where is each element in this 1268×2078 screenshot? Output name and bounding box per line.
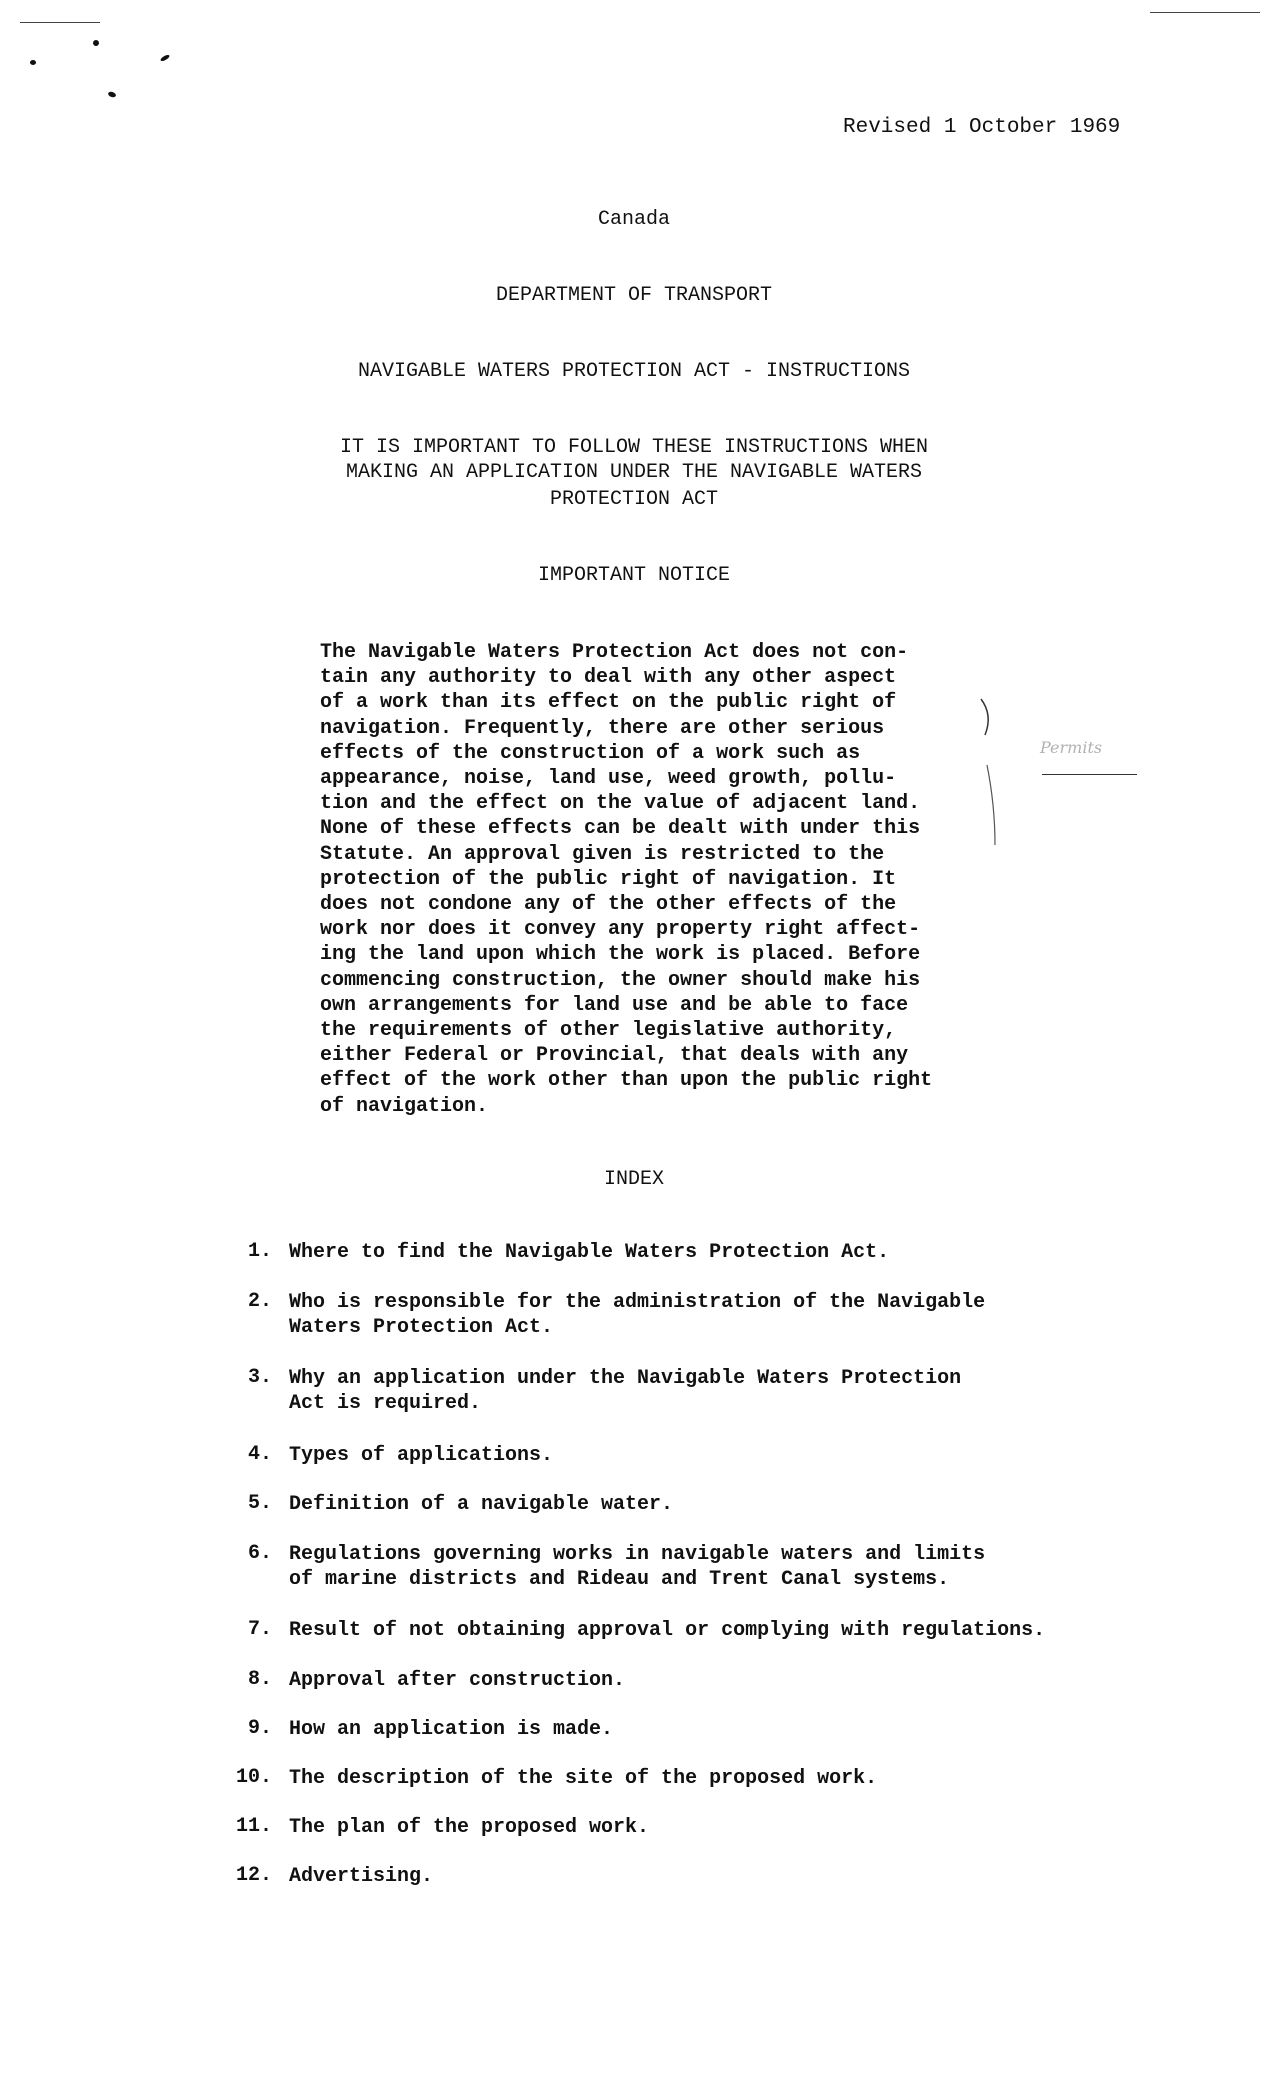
instruction-line-3: PROTECTION ACT	[549, 488, 719, 511]
index-text	[289, 1240, 889, 1265]
index-line: The description of the site of the proposed work.	[289, 1767, 878, 1790]
scan-edge-line	[1150, 12, 1260, 13]
notice-line: work nor does it convey any property right affect-	[320, 918, 921, 942]
index-text	[289, 1815, 649, 1840]
margin-bracket	[975, 695, 1005, 855]
index-number: 5.	[247, 1492, 272, 1515]
index-line: of marine districts and Rideau and Trent Canal systems.	[289, 1568, 950, 1591]
notice-line: effects of the construction of a work such as	[320, 741, 861, 765]
index-text	[289, 1366, 961, 1416]
index-text	[289, 1618, 1045, 1643]
instruction-line-1: IT IS IMPORTANT TO FOLLOW THESE INSTRUCTIONS WHEN	[339, 436, 929, 459]
index-line: Regulations governing works in navigable waters and limits	[289, 1543, 986, 1566]
scan-speck	[30, 60, 36, 65]
index-text	[289, 1864, 433, 1889]
index-text	[289, 1443, 553, 1468]
index-line: Who is responsible for the administration of the Navigable	[289, 1291, 986, 1314]
scan-speck	[93, 40, 99, 46]
index-line: Where to find the Navigable Waters Protection Act.	[289, 1241, 890, 1264]
notice-line: navigation. Frequently, there are other serious	[320, 716, 885, 740]
notice-line: the requirements of other legislative authority,	[320, 1019, 897, 1043]
index-number: 8.	[247, 1668, 272, 1691]
country-heading: Canada	[597, 208, 670, 231]
index-number: 7.	[247, 1618, 272, 1641]
index-heading: INDEX	[603, 1168, 664, 1191]
index-line: Advertising.	[289, 1865, 434, 1888]
index-line: Approval after construction.	[289, 1669, 626, 1692]
notice-line: commencing construction, the owner should make his	[320, 968, 921, 992]
index-number: 11.	[235, 1815, 272, 1838]
notice-line: ing the land upon which the work is placed. Before	[320, 943, 921, 967]
notice-line: does not condone any of the other effects of the	[320, 893, 897, 917]
index-text	[289, 1766, 877, 1791]
index-text	[289, 1290, 985, 1340]
index-number: 4.	[247, 1443, 272, 1466]
document-title: NAVIGABLE WATERS PROTECTION ACT - INSTRUCTIONS	[357, 360, 911, 383]
index-line: Waters Protection Act.	[289, 1316, 554, 1339]
notice-line: Statute. An approval given is restricted to the	[320, 842, 885, 866]
notice-heading: IMPORTANT NOTICE	[537, 564, 731, 587]
index-number: 3.	[247, 1366, 272, 1389]
notice-line: appearance, noise, land use, weed growth, pollu-	[320, 767, 897, 791]
index-number: 1.	[247, 1240, 272, 1263]
margin-note: Permits	[1040, 738, 1103, 757]
notice-line: of navigation.	[320, 1094, 489, 1118]
index-line: How an application is made.	[289, 1718, 614, 1741]
index-text	[289, 1668, 625, 1693]
index-line: Definition of a navigable water.	[289, 1493, 674, 1516]
notice-line: protection of the public right of navigation. It	[320, 867, 897, 891]
index-text	[289, 1717, 613, 1742]
notice-line: None of these effects can be dealt with under this	[320, 817, 921, 841]
notice-line: own arrangements for land use and be able to face	[320, 993, 909, 1017]
index-text	[289, 1492, 673, 1517]
department-heading: DEPARTMENT OF TRANSPORT	[495, 284, 773, 307]
revised-date: Revised 1 October 1969	[843, 116, 1121, 139]
margin-underline	[1042, 774, 1137, 775]
instruction-line-2: MAKING AN APPLICATION UNDER THE NAVIGABLE WATERS	[345, 461, 923, 484]
scan-speck	[107, 91, 116, 98]
index-line: Result of not obtaining approval or complying with regulations.	[289, 1619, 1046, 1642]
notice-line: tion and the effect on the value of adjacent land.	[320, 792, 921, 816]
index-number: 6.	[247, 1542, 272, 1565]
index-line: The plan of the proposed work.	[289, 1816, 650, 1839]
index-number: 2.	[247, 1290, 272, 1313]
notice-line: The Navigable Waters Protection Act does not con-	[320, 641, 909, 664]
notice-line: of a work than its effect on the public right of	[320, 691, 897, 715]
index-number: 9.	[247, 1717, 272, 1740]
notice-line: tain any authority to deal with any other aspect	[320, 666, 897, 690]
index-number: 10.	[235, 1766, 272, 1789]
index-line: Act is required.	[289, 1392, 482, 1415]
notice-line: effect of the work other than upon the public right	[320, 1069, 933, 1093]
notice-line: either Federal or Provincial, that deals with any	[320, 1044, 909, 1068]
index-line: Why an application under the Navigable Waters Protection	[289, 1367, 962, 1390]
index-number: 12.	[235, 1864, 272, 1887]
index-text	[289, 1542, 985, 1592]
notice-paragraph	[320, 640, 1020, 1119]
scan-speck	[160, 54, 171, 62]
scan-edge-line	[20, 22, 100, 23]
index-line: Types of applications.	[289, 1444, 554, 1467]
